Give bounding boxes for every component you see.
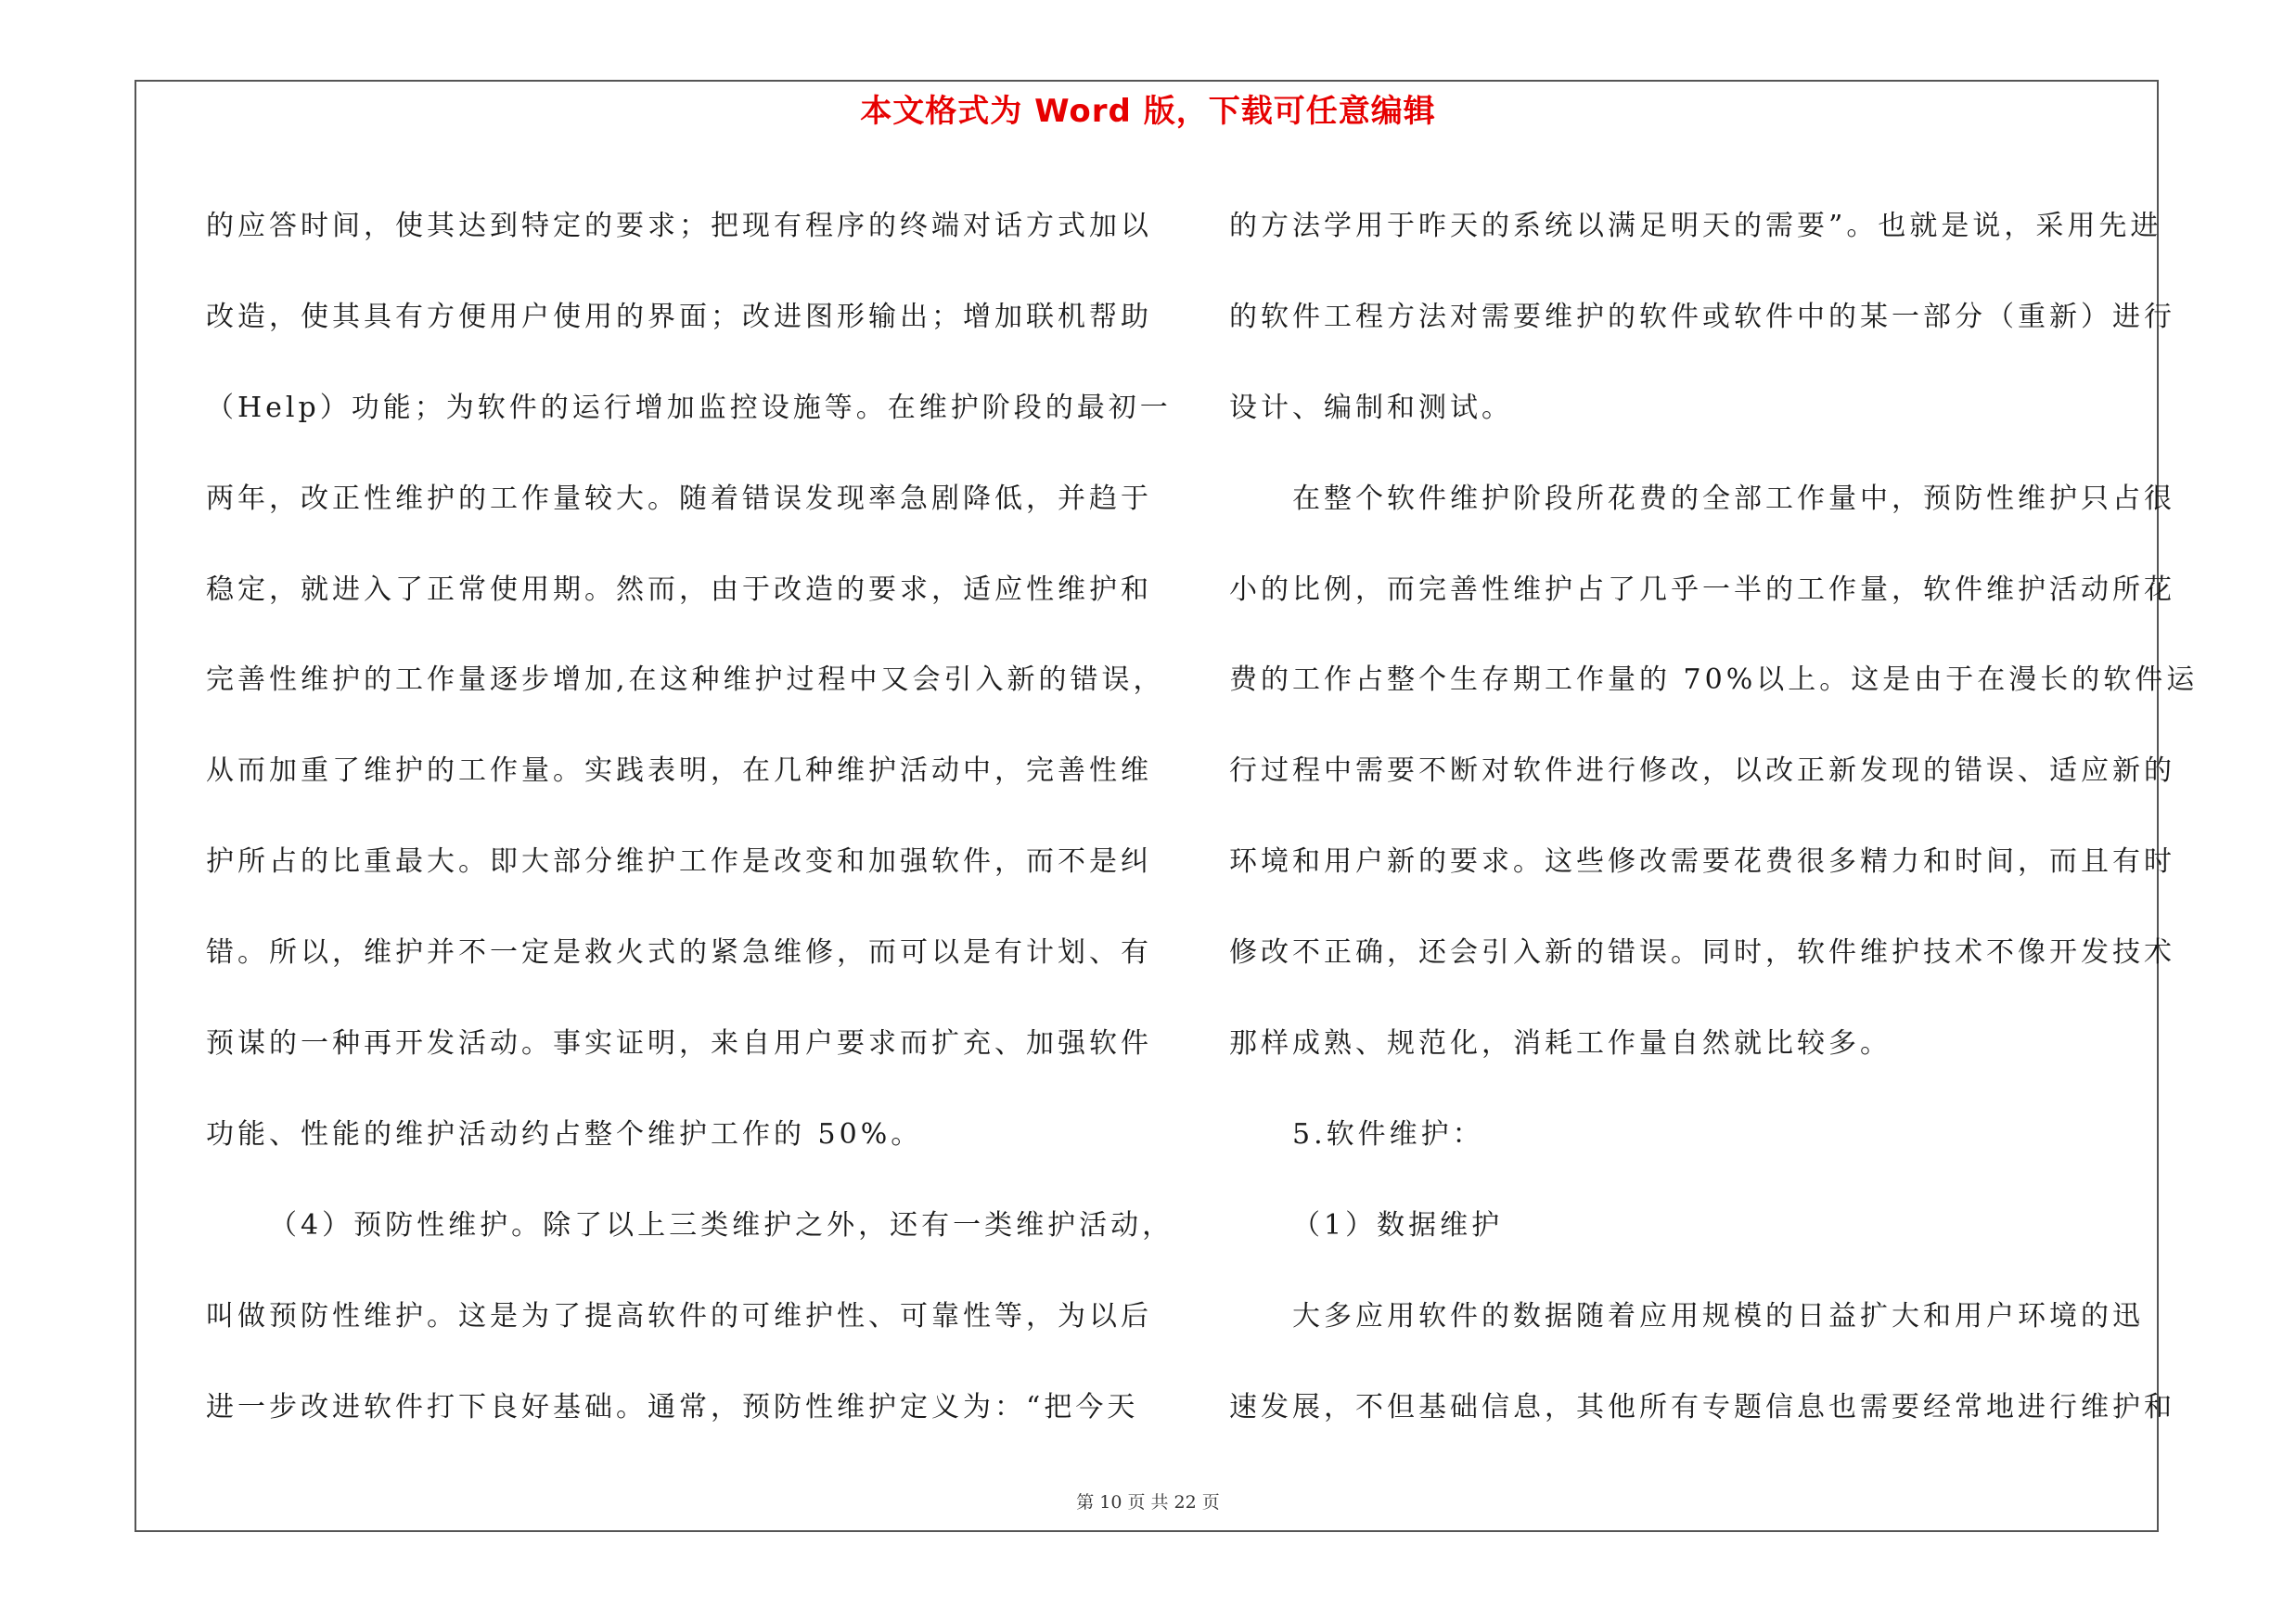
page-number-footer: 第 10 页 共 22 页 (1076, 1492, 1220, 1513)
text-line: 的软件工程方法对需要维护的软件或软件中的某一部分（重新）进行 (1229, 300, 2175, 333)
text-line: 行过程中需要不断对软件进行修改，以改正新发现的错误、适应新的 (1229, 754, 2175, 788)
text-line: 设计、编制和测试。 (1229, 391, 1513, 424)
text-line: 大多应用软件的数据随着应用规模的日益扩大和用户环境的迅 (1292, 1299, 2144, 1333)
text-line: 功能、性能的维护活动约占整个维护工作的 50%。 (206, 1117, 923, 1151)
text-line: 进一步改进软件打下良好基础。通常，预防性维护定义为：“把今天 (206, 1390, 1139, 1423)
text-line: （Help）功能；为软件的运行增加监控设施等。在维护阶段的最初一 (206, 391, 1172, 424)
right-text-column (1229, 181, 2199, 1452)
text-line: 速发展，不但基础信息，其他所有专题信息也需要经常地进行维护和 (1229, 1390, 2175, 1423)
left-text-column (206, 181, 1174, 1452)
text-line: 的方法学用于昨天的系统以满足明天的需要”。也就是说，采用先进 (1229, 210, 2162, 242)
text-line: （4）预防性维护。除了以上三类维护之外，还有一类维护活动， (269, 1208, 1174, 1242)
text-line: 完善性维护的工作量逐步增加,在这种维护过程中又会引入新的错误， (206, 663, 1165, 697)
header-banner: 本文格式为 Word 版，下载可任意编辑 (860, 93, 1436, 130)
text-line: 叫做预防性维护。这是为了提高软件的可维护性、可靠性等，为以后 (206, 1299, 1152, 1333)
text-line: 环境和用户新的要求。这些修改需要花费很多精力和时间，而且有时 (1229, 845, 2175, 879)
text-line: 预谋的一种再开发活动。事实证明，来自用户要求而扩充、加强软件 (206, 1027, 1152, 1061)
text-line: 那样成熟、规范化，消耗工作量自然就比较多。 (1229, 1027, 1892, 1061)
text-line: 错。所以，维护并不一定是救火式的紧急维修，而可以是有计划、有 (206, 936, 1152, 970)
text-line: 小的比例，而完善性维护占了几乎一半的工作量，软件维护活动所花 (1229, 573, 2175, 606)
text-line: 修改不正确，还会引入新的错误。同时，软件维护技术不像开发技术 (1229, 936, 2175, 970)
text-line: 改造，使其具有方便用户使用的界面；改进图形输出；增加联机帮助 (206, 300, 1152, 333)
text-line: （1）数据维护 (1292, 1208, 1504, 1242)
text-line: 两年，改正性维护的工作量较大。随着错误发现率急剧降低，并趋于 (206, 482, 1152, 515)
text-line: 费的工作占整个生存期工作量的 70%以上。这是由于在漫长的软件运 (1229, 663, 2199, 697)
text-line: 在整个软件维护阶段所花费的全部工作量中，预防性维护只占很 (1292, 482, 2175, 515)
text-line: 稳定，就进入了正常使用期。然而，由于改造的要求，适应性维护和 (206, 573, 1152, 606)
text-line: 护所占的比重最大。即大部分维护工作是改变和加强软件，而不是纠 (206, 845, 1152, 879)
text-line: 的应答时间，使其达到特定的要求；把现有程序的终端对话方式加以 (206, 210, 1152, 242)
text-line: 5.软件维护： (1292, 1117, 1484, 1151)
text-line: 从而加重了维护的工作量。实践表明，在几种维护活动中，完善性维 (206, 754, 1152, 788)
